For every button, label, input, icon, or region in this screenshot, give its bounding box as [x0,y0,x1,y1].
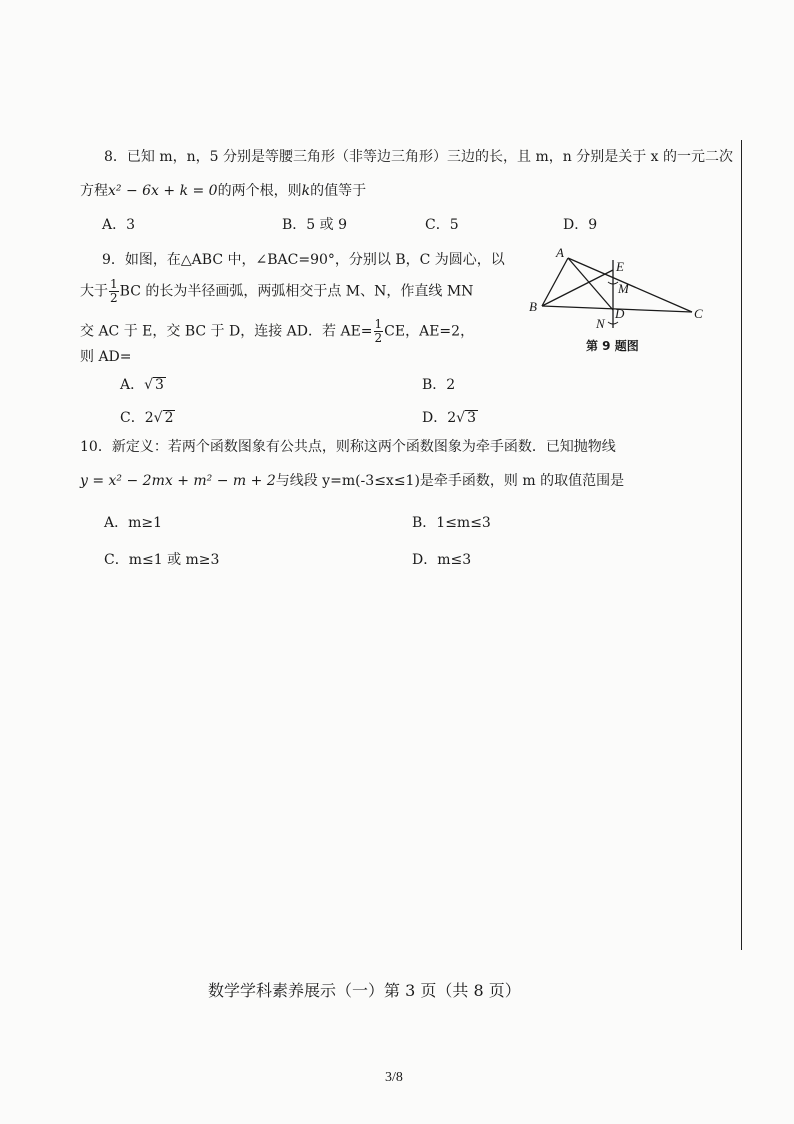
segment-ad [568,258,613,310]
q9-option-a: A．√ 3 [120,377,164,393]
q10-line2 [80,471,624,491]
frac-den-2: 2 [374,331,383,345]
label-c: C [694,306,703,321]
page-footer: 数学学科素养展示（一）第 3 页（共 8 页） [208,981,521,1000]
q8-option-b: B．5 或 9 [282,217,348,233]
q9-option-a-label: A． [120,377,145,393]
q9-option-d-coef: 2 [447,410,457,426]
label-b: B [529,299,537,314]
q9-line2-b: BC 的长为半径画弧，两弧相交于点 M、N，作直线 MN [119,283,474,300]
frac-num-2: 1 [374,317,383,331]
q8-line2-c: 的值等于 [310,183,367,199]
q10-parabola: y = x² − 2mx + m² − m + 2 [80,473,276,489]
q10-option-b: B．1≤m≤3 [412,515,491,531]
q9-fraction-half [109,278,119,305]
q9-option-c-coef: 2 [144,410,154,426]
q9-figure-caption: 第 9 题图 [586,339,639,353]
q8-option-d: D．9 [563,217,598,233]
q9-line2-a: 大于 [80,283,108,300]
page-indicator: 3/8 [385,1070,403,1085]
q10-line2-b: 与线段 y=m(-3≤x≤1)是牵手函数，则 m 的取值范围是 [275,473,625,489]
q9-option-d: D．2√ 3 [422,410,476,426]
page-edge-line [741,140,742,950]
q9-fraction-half-2 [374,318,384,345]
label-d: D [615,306,625,321]
q9-line1: 9．如图，在△ABC 中，∠BAC=90°，分别以 B，C 为圆心，以 [102,252,505,268]
q9-option-c-radicand: 2 [164,410,174,426]
q8-line2-b: 的两个根，则 [217,183,302,199]
frac-den: 2 [110,291,118,305]
label-m: M [618,281,629,296]
label-e: E [616,259,624,274]
q9-option-b: B．2 [422,377,456,393]
q8-option-a: A．3 [102,217,136,233]
q8-line2-a: 方程 [80,183,108,199]
q9-line2 [80,278,473,305]
q9-option-c-label: C． [120,410,145,426]
q10-option-d: D．m≤3 [412,552,472,568]
q8-equation: x² − 6x + k = 0 [108,183,218,199]
q9-option-c: C．2√ 2 [120,410,174,426]
q8-option-c: C．5 [425,217,459,233]
label-a: A [556,245,564,260]
q9-option-a-radicand: 3 [155,377,164,393]
q10-option-c: C．m≤1 或 m≥3 [104,552,220,568]
segment-ac [568,258,692,312]
segment-be [542,270,613,306]
q9-option-d-label: D． [422,410,448,426]
q9-line3-b: CE，AE=2， [384,323,475,340]
label-n: N [596,316,605,331]
q8-line1: 8．已知 m，n，5 分别是等腰三角形（非等边三角形）三边的长，且 m，n 分别是关于 x 的一元二次 [104,149,733,165]
q9-line3 [80,318,474,345]
q10-option-a: A．m≥1 [104,515,163,531]
q9-line4: 则 AD= [80,349,132,365]
q10-line1: 10．新定义：若两个函数图象有公共点，则称这两个函数图象为牵手函数．已知抛物线 [80,439,616,455]
q9-line3-a: 交 AC 于 E，交 BC 于 D，连接 AD．若 AE= [80,323,373,340]
q8-k: k [301,183,311,199]
q9-option-d-radicand: 3 [467,410,476,426]
frac-num: 1 [110,277,118,291]
q8-line2 [80,181,366,201]
q9-triangle-figure [520,240,720,340]
